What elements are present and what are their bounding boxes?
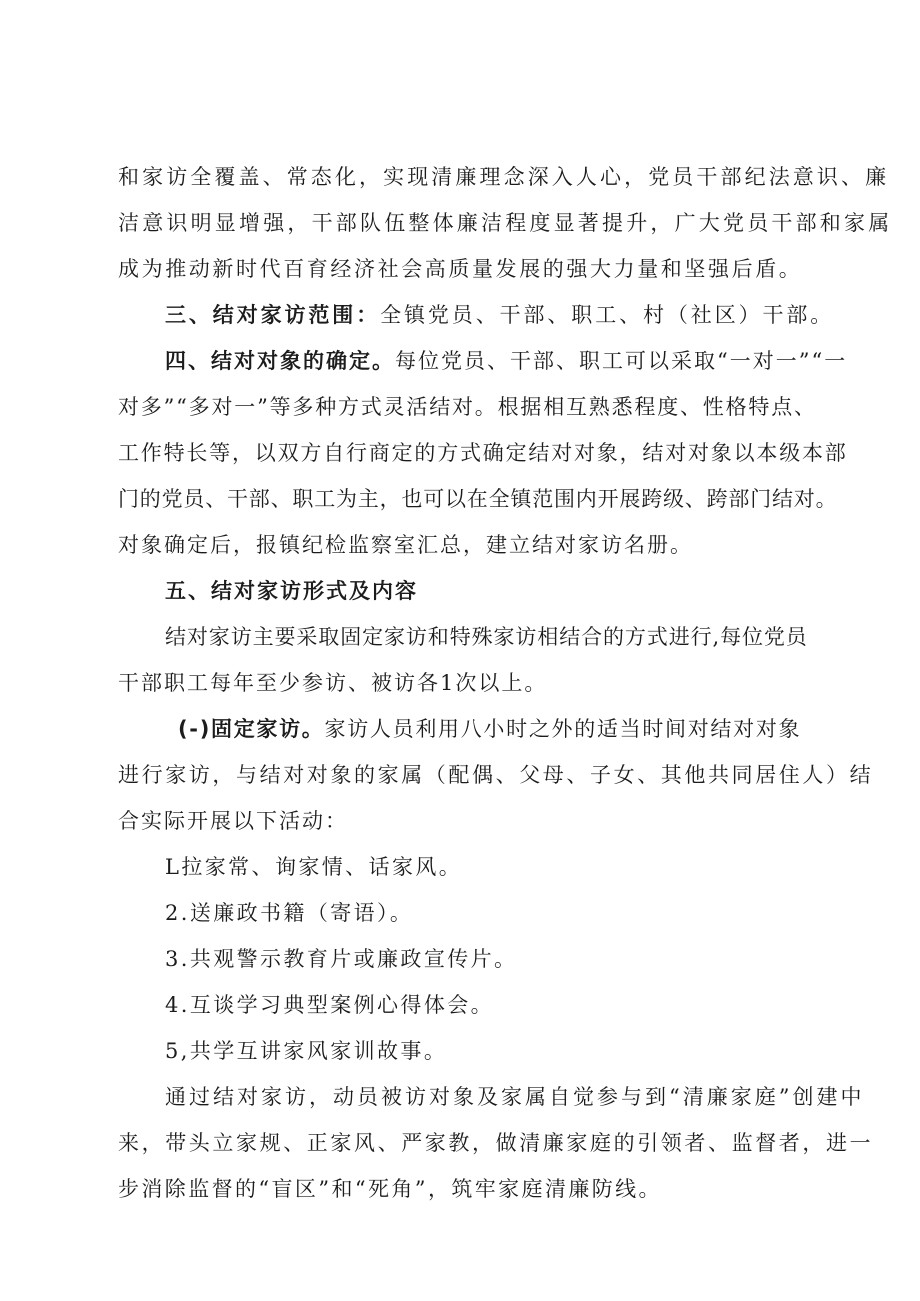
para-line: 对多”“多对一”等多种方式灵活结对。根据相互熟悉程度、性格特点、 xyxy=(118,395,817,419)
para-line: 进行家访，与结对对象的家属（配偶、父母、子女、其他共同居住人）结 xyxy=(118,763,874,787)
para-line: 对象确定后，报镇纪检监察室汇总，建立结对家访名册。 xyxy=(118,533,693,557)
section-4-heading: 四、结对对象的确定。 xyxy=(165,349,395,373)
subsection-1-line xyxy=(178,715,801,743)
para-line: 合实际开展以下活动： xyxy=(118,809,348,833)
section-3-text: 全镇党员、干部、职工、村（社区）干部。 xyxy=(380,303,835,327)
section-3-line xyxy=(165,301,834,329)
section-4-text: 每位党员、干部、职工可以采取“一对一”“一 xyxy=(395,349,848,373)
list-item: L拉家常、询家情、话家风。 xyxy=(165,855,463,879)
para-line: 步消除监督的“盲区”和“死角”，筑牢家庭清廉防线。 xyxy=(118,1177,662,1201)
para-line: 结对家访主要采取固定家访和特殊家访相结合的方式进行,每位党员 xyxy=(165,625,808,649)
para-line: 通过结对家访，动员被访对象及家属自觉参与到“清廉家庭”创建中 xyxy=(165,1085,865,1109)
section-4-line xyxy=(165,347,847,375)
para-line: 成为推动新时代百育经济社会高质量发展的强大力量和坚强后盾。 xyxy=(118,257,803,281)
subsection-1-text: 家访人员利用八小时之外的适当时间对结对对象 xyxy=(324,717,802,741)
list-item: 3.共观警示教育片或廉政宣传片。 xyxy=(165,947,518,971)
para-line: 门的党员、干部、职工为主，也可以在全镇范围内开展跨级、跨部门结对。 xyxy=(118,487,838,511)
subsection-1-heading: (-)固定家访。 xyxy=(178,717,325,741)
para-line: 干部职工每年至少参访、被访各1次以上。 xyxy=(118,671,548,695)
para-line: 工作特长等，以双方自行商定的方式确定结对对象，结对对象以本级本部 xyxy=(118,441,848,465)
section-5-heading: 五、结对家访形式及内容 xyxy=(165,579,418,603)
para-line: 来，带头立家规、正家风、严家教，做清廉家庭的引领者、监督者，进一 xyxy=(118,1131,874,1155)
para-line: 洁意识明显增强，干部队伍整体廉洁程度显著提升，广大党员干部和家属 xyxy=(118,211,893,235)
list-item: 5,共学互讲家风家训故事。 xyxy=(165,1039,448,1063)
list-item: 2.送廉政书籍（寄语）。 xyxy=(165,901,414,925)
list-item: 4.互谈学习典型案例心得体会。 xyxy=(165,993,495,1017)
section-3-heading: 三、结对家访范围： xyxy=(165,303,381,327)
para-line: 和家访全覆盖、常态化，实现清廉理念深入人心，党员干部纪法意识、廉 xyxy=(118,165,890,189)
